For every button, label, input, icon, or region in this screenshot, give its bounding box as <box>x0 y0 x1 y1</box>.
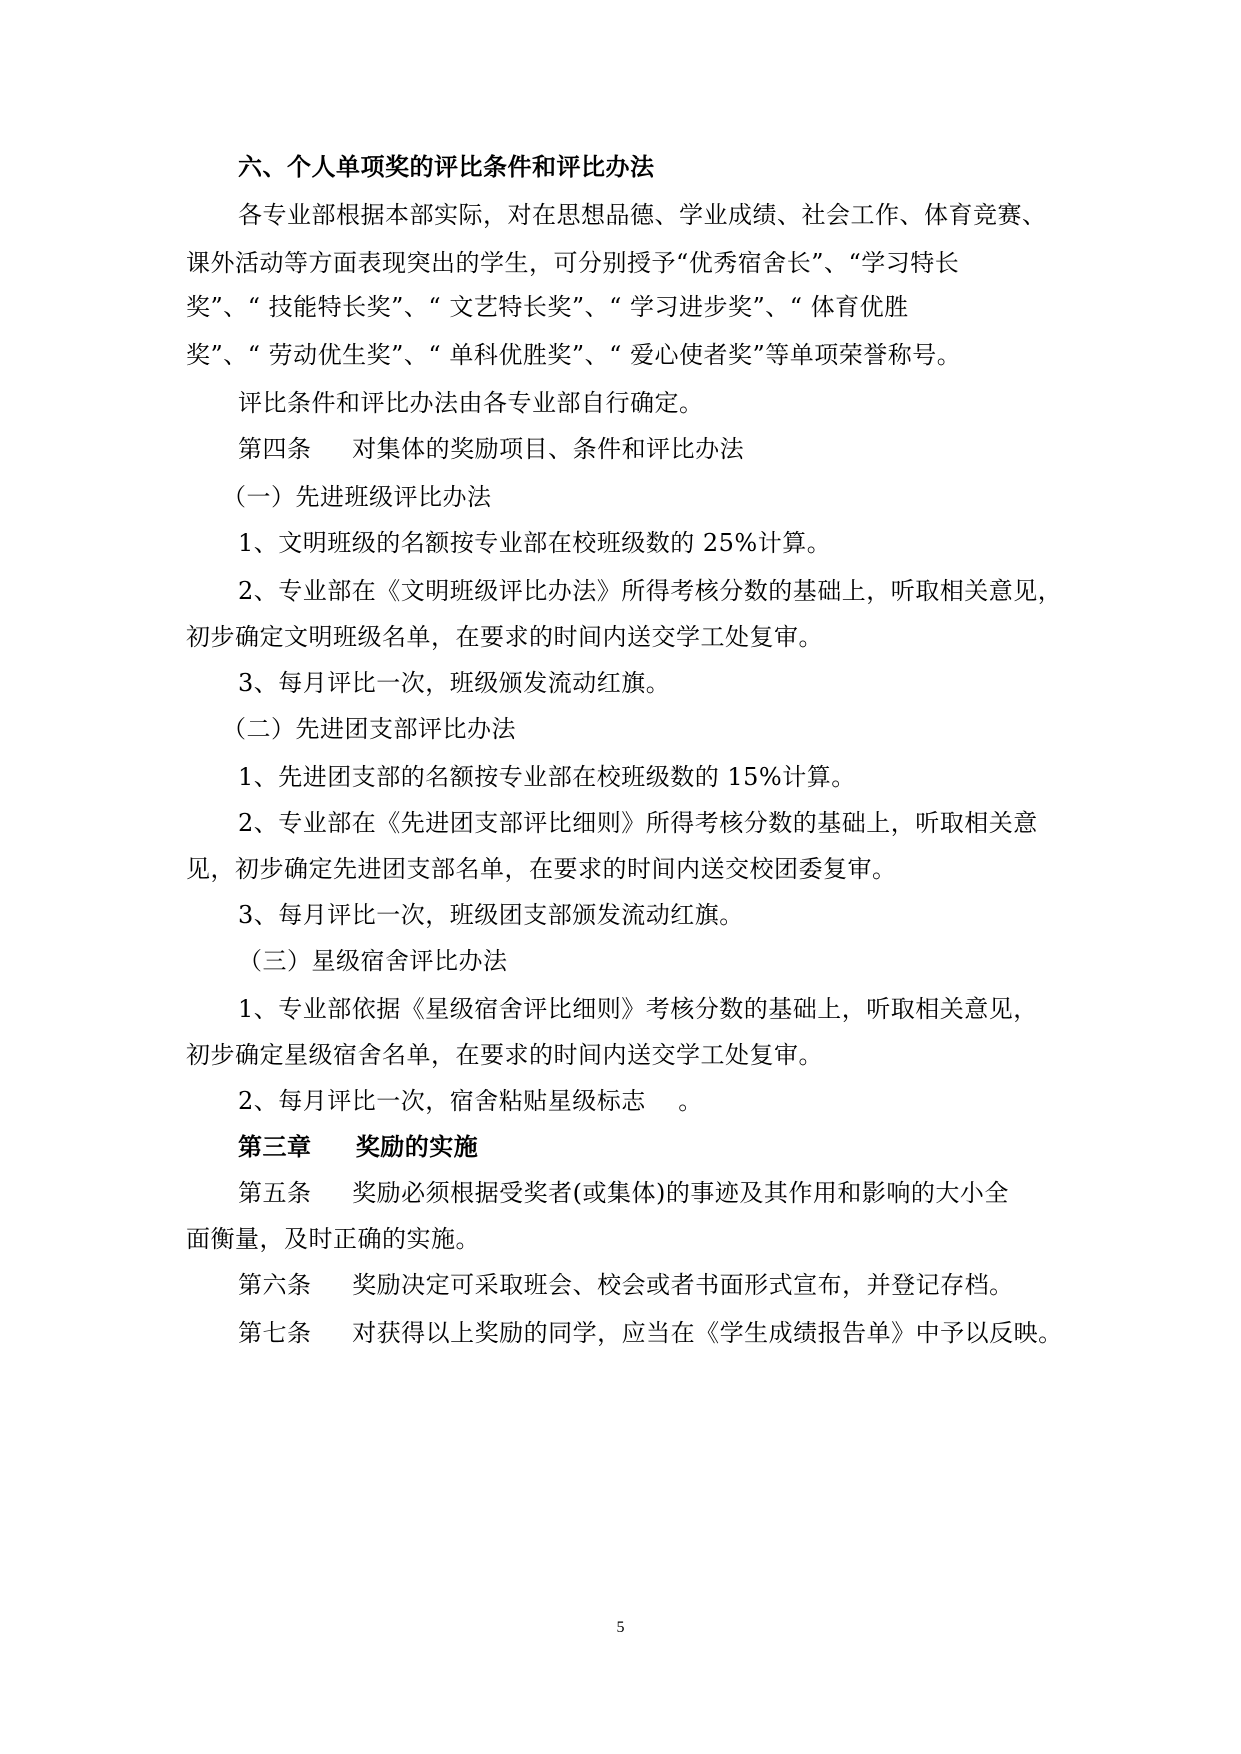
paragraph-line: 面衡量，及时正确的实施。 <box>186 1225 480 1253</box>
paragraph-line: 初步确定文明班级名单，在要求的时间内送交学工处复审。 <box>186 623 823 651</box>
list-item: 2、每月评比一次，宿舍粘贴星级标志 。 <box>238 1087 703 1115</box>
section-heading: 六、个人单项奖的评比条件和评比办法 <box>238 152 655 181</box>
article-line: 第四条 对集体的奖励项目、条件和评比办法 <box>238 435 745 463</box>
list-item: 1、文明班级的名额按专业部在校班级数的 25%计算。 <box>238 529 832 557</box>
list-item: 1、专业部依据《星级宿舍评比细则》考核分数的基础上，听取相关意见， <box>238 995 1038 1023</box>
chapter-heading: 第三章 奖励的实施 <box>238 1132 479 1161</box>
paragraph-line: 初步确定星级宿舍名单，在要求的时间内送交学工处复审。 <box>186 1041 823 1069</box>
article-line: 第六条 奖励决定可采取班会、校会或者书面形式宣布，并登记存档。 <box>238 1271 1014 1299</box>
article-line: 第五条 奖励必须根据受奖者(或集体)的事迹及其作用和影响的大小全 <box>238 1179 1009 1207</box>
paragraph-line: 各专业部根据本部实际，对在思想品德、学业成绩、社会工作、体育竞赛、 <box>238 201 1047 229</box>
paragraph-line: 奖”、“ 劳动优生奖”、“ 单科优胜奖”、“ 爱心使者奖”等单项荣誉称号。 <box>186 341 962 369</box>
list-item: 3、每月评比一次，班级团支部颁发流动红旗。 <box>238 901 744 929</box>
article-line: 第七条 对获得以上奖励的同学，应当在《学生成绩报告单》中予以反映。 <box>238 1319 1063 1347</box>
list-item: 1、先进团支部的名额按专业部在校班级数的 15%计算。 <box>238 763 856 791</box>
page-number: 5 <box>616 1619 625 1636</box>
paragraph-line: 见，初步确定先进团支部名单，在要求的时间内送交校团委复审。 <box>186 855 897 883</box>
list-item: 3、每月评比一次，班级颁发流动红旗。 <box>238 669 671 697</box>
subheading-line: （三）星级宿舍评比办法 <box>238 947 508 975</box>
list-item: 2、专业部在《文明班级评比办法》所得考核分数的基础上，听取相关意见， <box>238 577 1063 605</box>
list-item: 2、专业部在《先进团支部评比细则》所得考核分数的基础上，听取相关意 <box>238 809 1038 837</box>
paragraph-line: 课外活动等方面表现突出的学生，可分别授予“优秀宿舍长”、“学习特长 <box>186 249 960 277</box>
paragraph-line: 奖”、“ 技能特长奖”、“ 文艺特长奖”、“ 学习进步奖”、“ 体育优胜 <box>186 293 909 321</box>
subheading-line: （二）先进团支部评比办法 <box>222 715 516 743</box>
subheading-line: （一）先进班级评比办法 <box>222 483 492 511</box>
paragraph-line: 评比条件和评比办法由各专业部自行确定。 <box>238 389 704 417</box>
